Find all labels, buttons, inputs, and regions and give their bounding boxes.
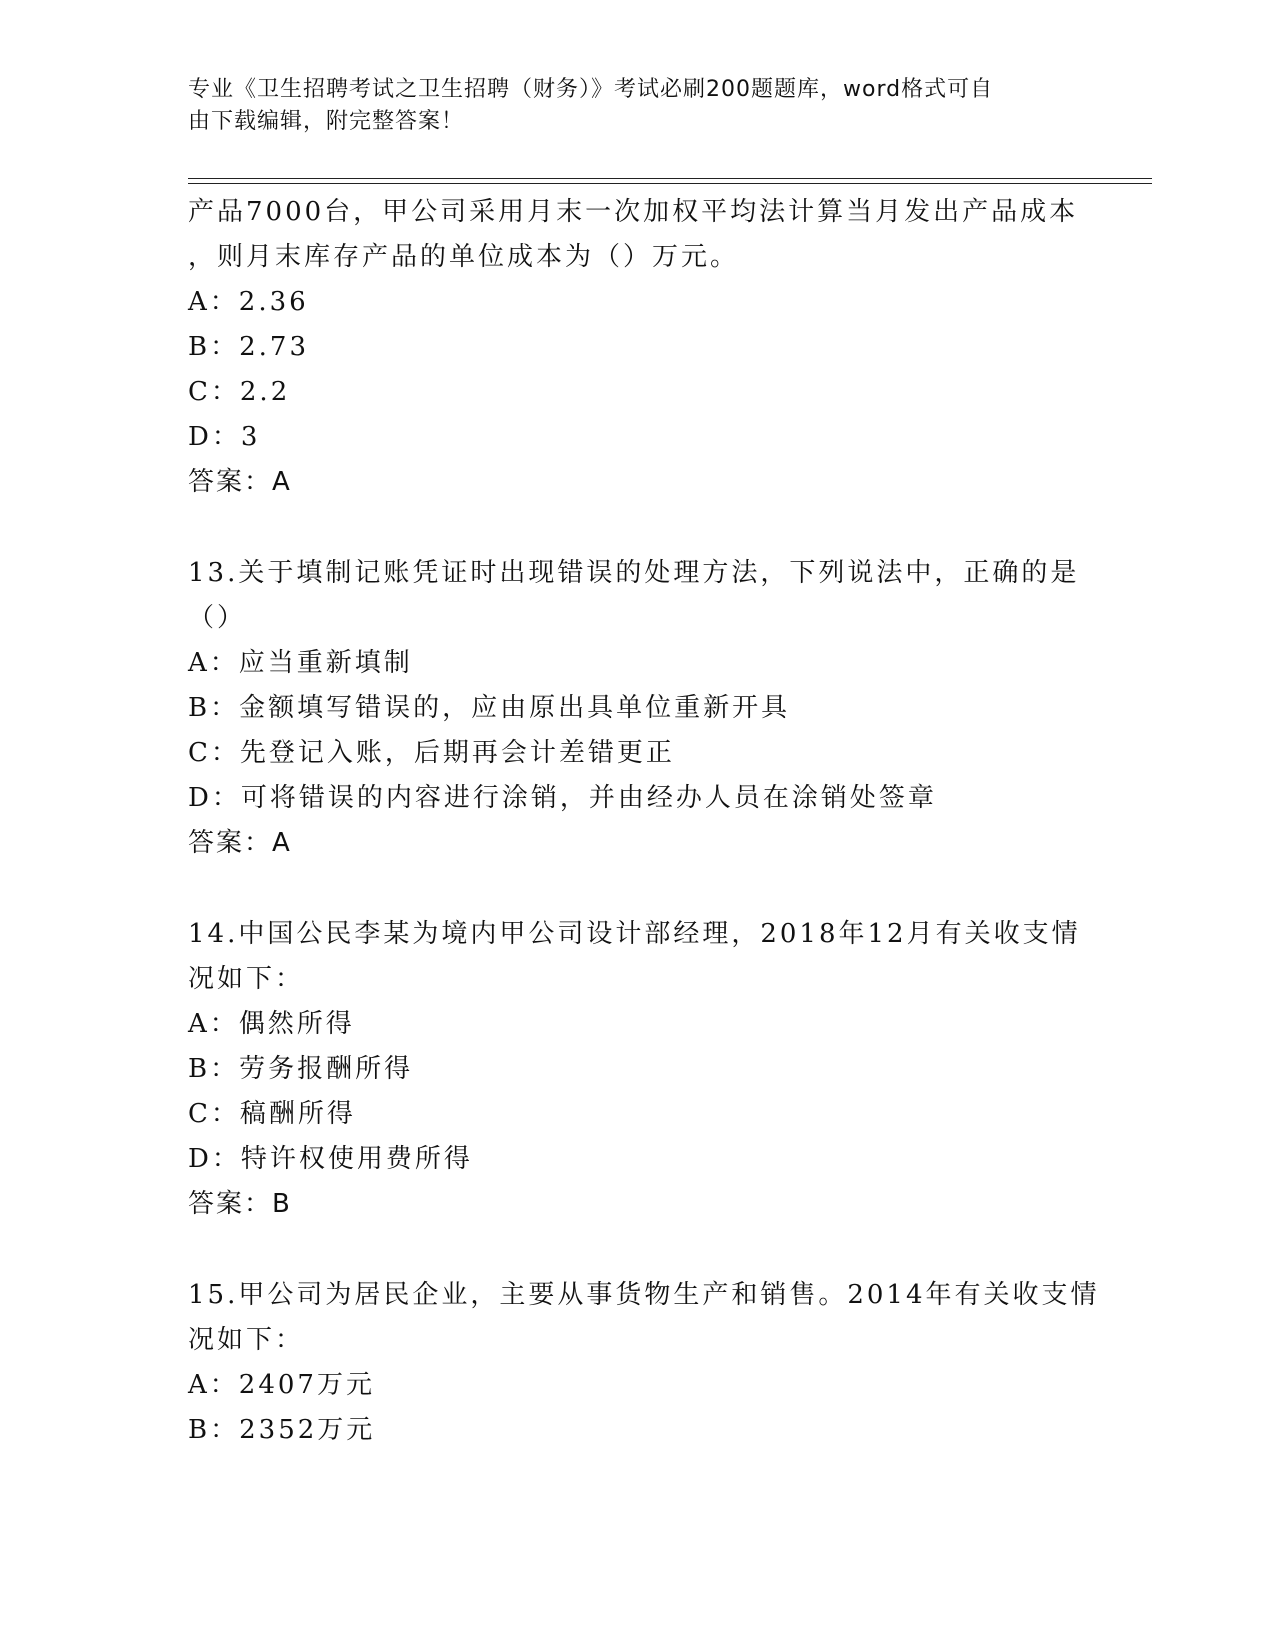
- spacer: [188, 1227, 1088, 1273]
- question-text-line: 14.中国公民李某为境内甲公司设计部经理，2018年12月有关收支情: [188, 919, 1081, 949]
- question-15: [188, 1273, 1100, 1453]
- option-d: D：3: [188, 422, 261, 452]
- question-13: [188, 551, 1088, 866]
- option-d: D：特许权使用费所得: [188, 1144, 473, 1174]
- answer-line: 答案：A: [188, 828, 292, 858]
- question-text-line: 15.甲公司为居民企业，主要从事货物生产和销售。2014年有关收支情: [188, 1280, 1100, 1310]
- document-body: [188, 190, 1100, 1453]
- option-a: A：应当重新填制: [188, 648, 413, 678]
- option-a: A：2.36: [188, 287, 309, 317]
- option-b: B：金额填写错误的，应由原出具单位重新开具: [188, 693, 791, 723]
- option-b: B：2352万元: [188, 1415, 376, 1445]
- option-b: B：劳务报酬所得: [188, 1054, 414, 1084]
- question-text-line: 况如下：: [188, 964, 305, 994]
- option-a: A：偶然所得: [188, 1009, 355, 1039]
- document-header: [188, 74, 1068, 138]
- header-divider-top: [188, 178, 1152, 179]
- option-b: B：2.73: [188, 332, 309, 362]
- question-text-line: 13.关于填制记账凭证时出现错误的处理方法，下列说法中，正确的是: [188, 558, 1080, 588]
- option-c: C：2.2: [188, 377, 291, 407]
- question-14: [188, 912, 1088, 1227]
- question-12-continuation: [188, 190, 1088, 505]
- question-text-line: ，则月末库存产品的单位成本为（）万元。: [188, 242, 740, 272]
- question-text-line: 产品7000台，甲公司采用月末一次加权平均法计算当月发出产品成本: [188, 197, 1079, 227]
- option-d: D：可将错误的内容进行涂销，并由经办人员在涂销处签章: [188, 783, 937, 813]
- question-text-line: 况如下：: [188, 1325, 305, 1355]
- header-line-1: 专业《卫生招聘考试之卫生招聘（财务）》考试必刷200题题库，word格式可自: [188, 77, 994, 102]
- header-divider-bottom: [188, 183, 1152, 184]
- spacer: [188, 866, 1088, 912]
- spacer: [188, 505, 1088, 551]
- question-text-line: （）: [188, 603, 247, 633]
- option-c: C：先登记入账，后期再会计差错更正: [188, 738, 675, 768]
- answer-line: 答案：A: [188, 467, 292, 497]
- option-a: A：2407万元: [188, 1370, 375, 1400]
- answer-line: 答案：B: [188, 1189, 292, 1219]
- header-line-2: 由下载编辑，附完整答案！: [188, 109, 465, 134]
- option-c: C：稿酬所得: [188, 1099, 356, 1129]
